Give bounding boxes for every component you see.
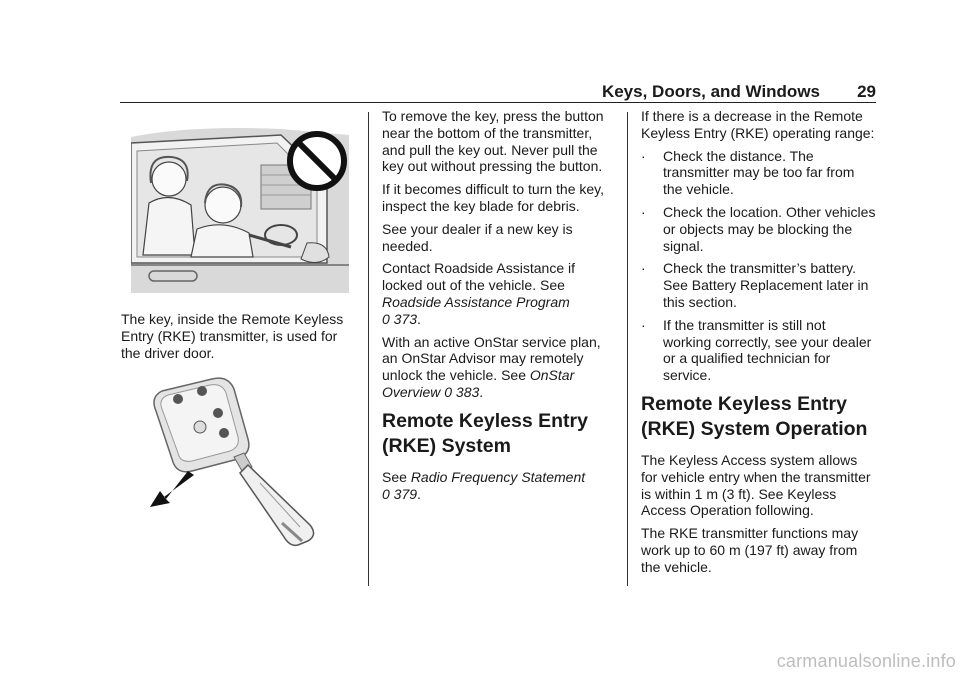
radio-see-text: See	[382, 468, 407, 485]
page-number: 29	[857, 82, 876, 101]
onstar-overview-link[interactable]: OnStar Overview	[382, 367, 575, 400]
bullet-item	[641, 148, 877, 198]
bullet-mark: ·	[641, 316, 646, 333]
roadside-assistance-link[interactable]: Roadside Assistance Program	[382, 293, 570, 310]
paragraph-debris: If it becomes difficult to turn the key, inspect the key blade for debris.	[382, 181, 605, 214]
paragraph-roadside: Contact Roadside Assistance if locked out of the vehicle. See Roadside Assistance Program 0 373.	[382, 260, 575, 327]
bullet-mark: ·	[641, 147, 646, 164]
key-fob-illustration-icon	[148, 375, 328, 557]
paragraph-onstar: With an active OnStar service plan, an OnStar Advisor may remotely unlock the vehicle. See OnStar Overview 0 383.	[382, 333, 601, 400]
heading-rke-operation: Remote Keyless Entry (RKE) System Operation	[641, 392, 868, 440]
children-in-car-illustration-icon	[131, 125, 349, 293]
paragraph-range-intro: If there is a decrease in the Remote Keyless Entry (RKE) operating range:	[641, 108, 875, 141]
paragraph-new-key: See your dealer if a new key is needed.	[382, 220, 573, 254]
onstar-text: With an active OnStar service plan, an OnStar Advisor may remotely unlock the vehicle. See	[382, 333, 601, 384]
radio-frequency-link[interactable]: Radio Frequency Statement	[410, 468, 586, 485]
column-2	[382, 108, 616, 508]
bullet-mark: ·	[641, 260, 646, 277]
bullet-item	[641, 204, 877, 254]
column-divider-1	[368, 112, 369, 586]
paragraph-rke-range: The RKE transmitter functions may work up to 60 m (197 ft) away from the vehicle.	[641, 525, 859, 575]
bullet-item	[641, 260, 877, 310]
heading-rke-system: Remote Keyless Entry (RKE) System	[382, 409, 588, 457]
bullet-text: If the transmitter is still not working correctly, see your dealer or a qualified technician for service.	[663, 316, 872, 384]
bullet-text: Check the location. Other vehicles or objects may be blocking the signal.	[663, 203, 876, 254]
header-rule	[120, 102, 876, 103]
section-title: Keys, Doors, and Windows	[601, 82, 820, 101]
roadside-text: Contact Roadside Assistance if locked out of the vehicle. See	[382, 260, 575, 294]
column-divider-2	[627, 112, 628, 586]
bullet-text: Check the transmitter’s battery. See Battery Replacement later in this section.	[663, 260, 869, 310]
bullet-mark: ·	[641, 203, 646, 220]
paragraph-keyless-access: The Keyless Access system allows for vehicle entry when the transmitter is within 1 m (3 ft). See Keyless Access Operation following.	[641, 451, 871, 519]
bullet-item	[641, 317, 877, 384]
paragraph-radio-frequency: See Radio Frequency Statement 0 379.	[382, 468, 586, 502]
onstar-page-ref[interactable]: 0 383	[444, 383, 480, 400]
figure-caption: The key, inside the Remote Keyless Entry (RKE) transmitter, is used for the driver door.	[121, 311, 344, 361]
paragraph-remove-key: To remove the key, press the button near the bottom of the transmitter, and pull the key out. Never pull the key out without pressing the button.	[382, 108, 604, 175]
bullet-text: Check the distance. The transmitter may be too far from the vehicle.	[663, 147, 855, 198]
radio-page-ref[interactable]: 0 379	[382, 485, 418, 502]
page-header	[0, 80, 876, 104]
watermark: carmanualsonline.info	[776, 651, 956, 671]
column-1	[121, 311, 357, 367]
roadside-page-ref[interactable]: 0 373	[382, 310, 418, 327]
column-3	[641, 108, 877, 582]
